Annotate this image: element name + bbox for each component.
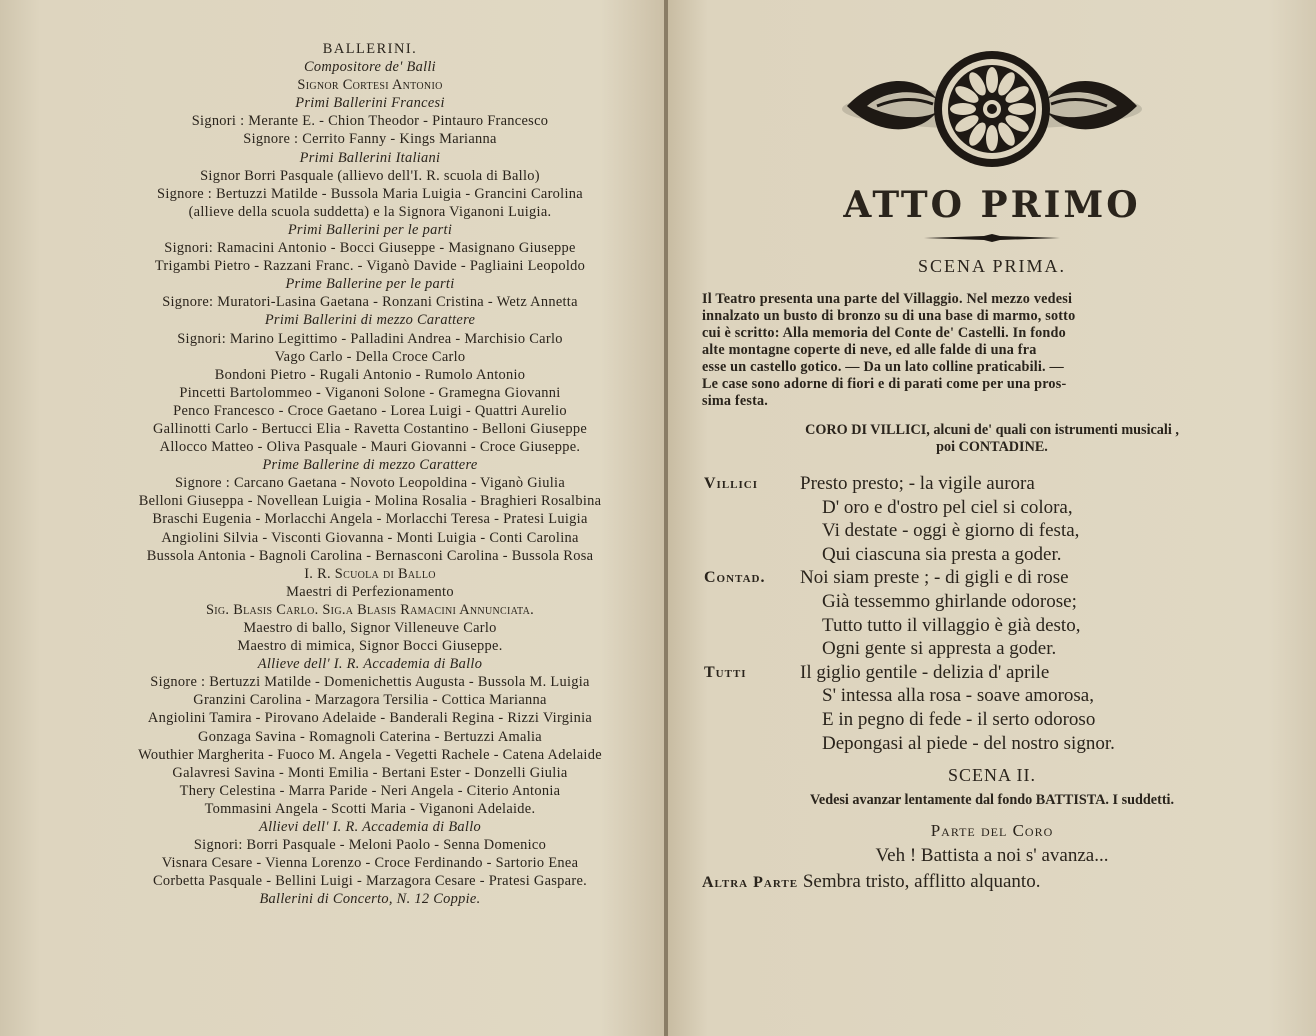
- speaker-label: Altra Parte: [702, 874, 799, 892]
- stage-line: cui è scritto: Alla memoria del Conte de' Castelli. In fondo: [702, 325, 1066, 341]
- stage-direction: [702, 291, 1282, 410]
- verse-line: Tutto tutto il villaggio è già desto,: [822, 614, 1081, 636]
- cast-line: Maestro di ballo, Signor Villeneuve Carlo: [243, 620, 497, 636]
- cast-line: Signor Cortesi Antonio: [297, 77, 443, 94]
- verse-line: D' oro e d'ostro pel ciel si colora,: [822, 496, 1073, 518]
- cast-line: Signori: Marino Legittimo - Palladini Andrea - Marchisio Carlo: [177, 330, 563, 347]
- verse-line: Vi destate - oggi è giorno di festa,: [822, 520, 1080, 542]
- stage-line: esse un castello gotico. — Da un lato colline praticabili. —: [702, 359, 1064, 375]
- speaker-label: Tutti: [704, 663, 747, 681]
- verse-line: Ogni gente si appresta a goder.: [822, 638, 1057, 660]
- verse-row: [702, 566, 1282, 590]
- section-heading: Prime Ballerine di mezzo Carattere: [262, 457, 478, 474]
- verse-line: Veh ! Battista a noi s' avanza...: [875, 845, 1109, 867]
- stage-line: alte montagne coperte di neve, ed alle falde di una fra: [702, 342, 1037, 358]
- verse-line: Sembra tristo, afflitto alquanto.: [802, 871, 1041, 893]
- section-heading: Prime Ballerine per le parti: [285, 276, 455, 293]
- cast-line: I. R. Scuola di Ballo: [304, 565, 436, 582]
- cast-line: Maestri di Perfezionamento: [286, 583, 454, 600]
- cast-line: Signore : Bertuzzi Matilde - Bussola Maria Luigia - Grancini Carolina: [157, 185, 583, 202]
- verse-row: [702, 661, 1282, 685]
- cast-line: Signore : Cerrito Fanny - Kings Marianna: [243, 131, 497, 148]
- speaker-label: Villici: [704, 475, 759, 492]
- cast-line: Angiolini Tamira - Pirovano Adelaide - Banderali Regina - Rizzi Virginia: [147, 710, 593, 727]
- cast-line: Galavresi Savina - Monti Emilia - Bertani Ester - Donzelli Giulia: [172, 764, 568, 781]
- cast-line: Signori: Ramacini Antonio - Bocci Giuseppe - Masignano Giuseppe: [164, 240, 576, 257]
- cast-line: Thery Celestina - Marra Paride - Neri Angela - Citerio Antonia: [179, 782, 561, 799]
- stage-line: sima festa.: [702, 393, 769, 409]
- cast-line: Signore : Bertuzzi Matilde - Domenichettis Augusta - Bussola M. Luigia: [150, 674, 590, 691]
- verse-row: [702, 472, 1282, 496]
- cast-line: Vago Carlo - Della Croce Carlo: [274, 348, 466, 365]
- cast-line: Signori : Merante E. - Chion Theodor - Pintauro Francesco: [191, 113, 549, 130]
- verse-block: [702, 472, 1282, 755]
- scene-2-stage-direction: Vedesi avanzar lentamente dal fondo BATTISTA. I suddetti.: [809, 792, 1175, 809]
- cast-line: Pincetti Bartolommeo - Viganoni Solone - Gramegna Giovanni: [179, 384, 561, 401]
- verse-line: Già tessemmo ghirlande odorose;: [822, 590, 1077, 612]
- chorus-line: poi CONTADINE.: [936, 439, 1048, 455]
- verse-row: [702, 637, 1282, 661]
- cast-line: Maestro di mimica, Signor Bocci Giuseppe.: [237, 638, 503, 655]
- verse-line: E in pegno di fede - il serto odoroso: [822, 708, 1096, 730]
- scene-2-title: SCENA II.: [947, 765, 1036, 786]
- verse-row: [702, 496, 1282, 520]
- cast-line: Signor Borri Pasquale (allievo dell'I. R. scuola di Ballo): [200, 167, 540, 184]
- section-heading: Ballerini di Concerto, N. 12 Coppie.: [259, 891, 481, 908]
- cast-line: Visnara Cesare - Vienna Lorenzo - Croce Ferdinando - Sartorio Enea: [161, 855, 579, 872]
- verse-line: Depongasi al piede - del nostro signor.: [822, 732, 1115, 754]
- chorus-heading: [702, 422, 1282, 456]
- cast-line: Trigambi Pietro - Razzani Franc. - Viganò Davide - Pagliaini Leopoldo: [154, 258, 586, 275]
- verse-row: [702, 732, 1282, 756]
- chorus-line: CORO DI VILLICI, alcuni de' quali con istrumenti musicali ,: [805, 422, 1179, 438]
- verse-row: [702, 614, 1282, 638]
- section-heading: Primi Ballerini per le parti: [287, 221, 453, 238]
- cast-line: Gallinotti Carlo - Bertucci Elia - Ravetta Costantino - Belloni Giuseppe: [152, 420, 588, 437]
- cast-line: Signori: Borri Pasquale - Meloni Paolo - Senna Domenico: [193, 837, 547, 854]
- verse-row: [702, 684, 1282, 708]
- cast-line: Tommasini Angela - Scotti Maria - Viganoni Adelaide.: [204, 800, 536, 817]
- cast-line: Corbetta Pasquale - Bellini Luigi - Marzagora Cesare - Pratesi Gaspare.: [152, 873, 588, 890]
- section-heading: Primi Ballerini di mezzo Carattere: [264, 312, 476, 329]
- cast-line: Gonzaga Savina - Romagnoli Caterina - Bertuzzi Amalia: [198, 728, 542, 745]
- right-page: [668, 0, 1316, 1036]
- cast-line: Belloni Giuseppa - Novellean Luigia - Molina Rosalia - Braghieri Rosalbina: [138, 493, 602, 510]
- speaker-parte-del-coro: Parte del Coro: [930, 821, 1054, 841]
- act-title: ATTO PRIMO: [843, 184, 1141, 226]
- divider-rule: [924, 234, 1060, 242]
- verse-row: [702, 543, 1282, 567]
- verse-line: Noi siam preste ; - di gigli e di rose: [800, 567, 1069, 589]
- scene-title: SCENA PRIMA.: [917, 256, 1067, 276]
- cast-line: Wouthier Margherita - Fuoco M. Angela - Vegetti Rachele - Catena Adelaide: [138, 746, 602, 763]
- cast-line: Braschi Eugenia - Morlacchi Angela - Morlacchi Teresa - Pratesi Luigia: [152, 511, 588, 528]
- verse-line: S' intessa alla rosa - soave amorosa,: [822, 685, 1094, 707]
- stage-line: innalzato un busto di bronzo su di una base di marmo, sotto: [702, 308, 1076, 324]
- verse-line: Il giglio gentile - delizia d' aprile: [800, 661, 1050, 683]
- section-heading: Allieve dell' I. R. Accademia di Ballo: [257, 656, 483, 673]
- section-heading: Compositore de' Balli: [304, 59, 436, 76]
- cast-line: Bussola Antonia - Bagnoli Carolina - Bernasconi Carolina - Bussola Rosa: [146, 547, 594, 564]
- section-heading: Primi Ballerini Italiani: [299, 149, 441, 166]
- cast-line: Signore: Muratori-Lasina Gaetana - Ronzani Cristina - Wetz Annetta: [162, 294, 578, 311]
- section-heading: Allievi dell' I. R. Accademia di Ballo: [258, 819, 482, 836]
- verse-row: [702, 519, 1282, 543]
- cast-line: Signore : Carcano Gaetana - Novoto Leopoldina - Viganò Giulia: [174, 475, 566, 492]
- section-heading: Primi Ballerini Francesi: [295, 95, 445, 112]
- verse-line: Presto presto; - la vigile aurora: [800, 473, 1035, 494]
- floral-ornament-icon: [837, 44, 1147, 174]
- verse-row: [702, 708, 1282, 732]
- cast-line: Penco Francesco - Croce Gaetano - Lorea Luigi - Quattri Aurelio: [173, 402, 567, 419]
- cast-line: Sig. Blasis Carlo. Sig.a Blasis Ramacini Annunciata.: [205, 601, 535, 618]
- cast-line: BALLERINI.: [322, 41, 418, 57]
- cast-line: Bondoni Pietro - Rugali Antonio - Rumolo Antonio: [214, 366, 526, 383]
- verse-row-altra-parte: [702, 871, 1282, 893]
- verse-row: [702, 590, 1282, 614]
- speaker-label: Contad.: [704, 569, 766, 587]
- verse-line: Qui ciascuna sia presta a goder.: [822, 543, 1062, 565]
- cast-line: (allieve della scuola suddetta) e la Signora Viganoni Luigia.: [188, 203, 552, 220]
- cast-line: Allocco Matteo - Oliva Pasquale - Mauri Giovanni - Croce Giuseppe.: [159, 439, 581, 456]
- cast-line: Angiolini Silvia - Visconti Giovanna - Monti Luigia - Conti Carolina: [161, 529, 579, 546]
- cast-line: Granzini Carolina - Marzagora Tersilia - Cottica Marianna: [193, 692, 547, 709]
- stage-line: Le case sono adorne di fiori e di parati come per una pros-: [702, 376, 1067, 392]
- stage-line: Il Teatro presenta una parte del Villaggio. Nel mezzo vedesi: [702, 291, 1073, 307]
- cast-list: [70, 40, 666, 909]
